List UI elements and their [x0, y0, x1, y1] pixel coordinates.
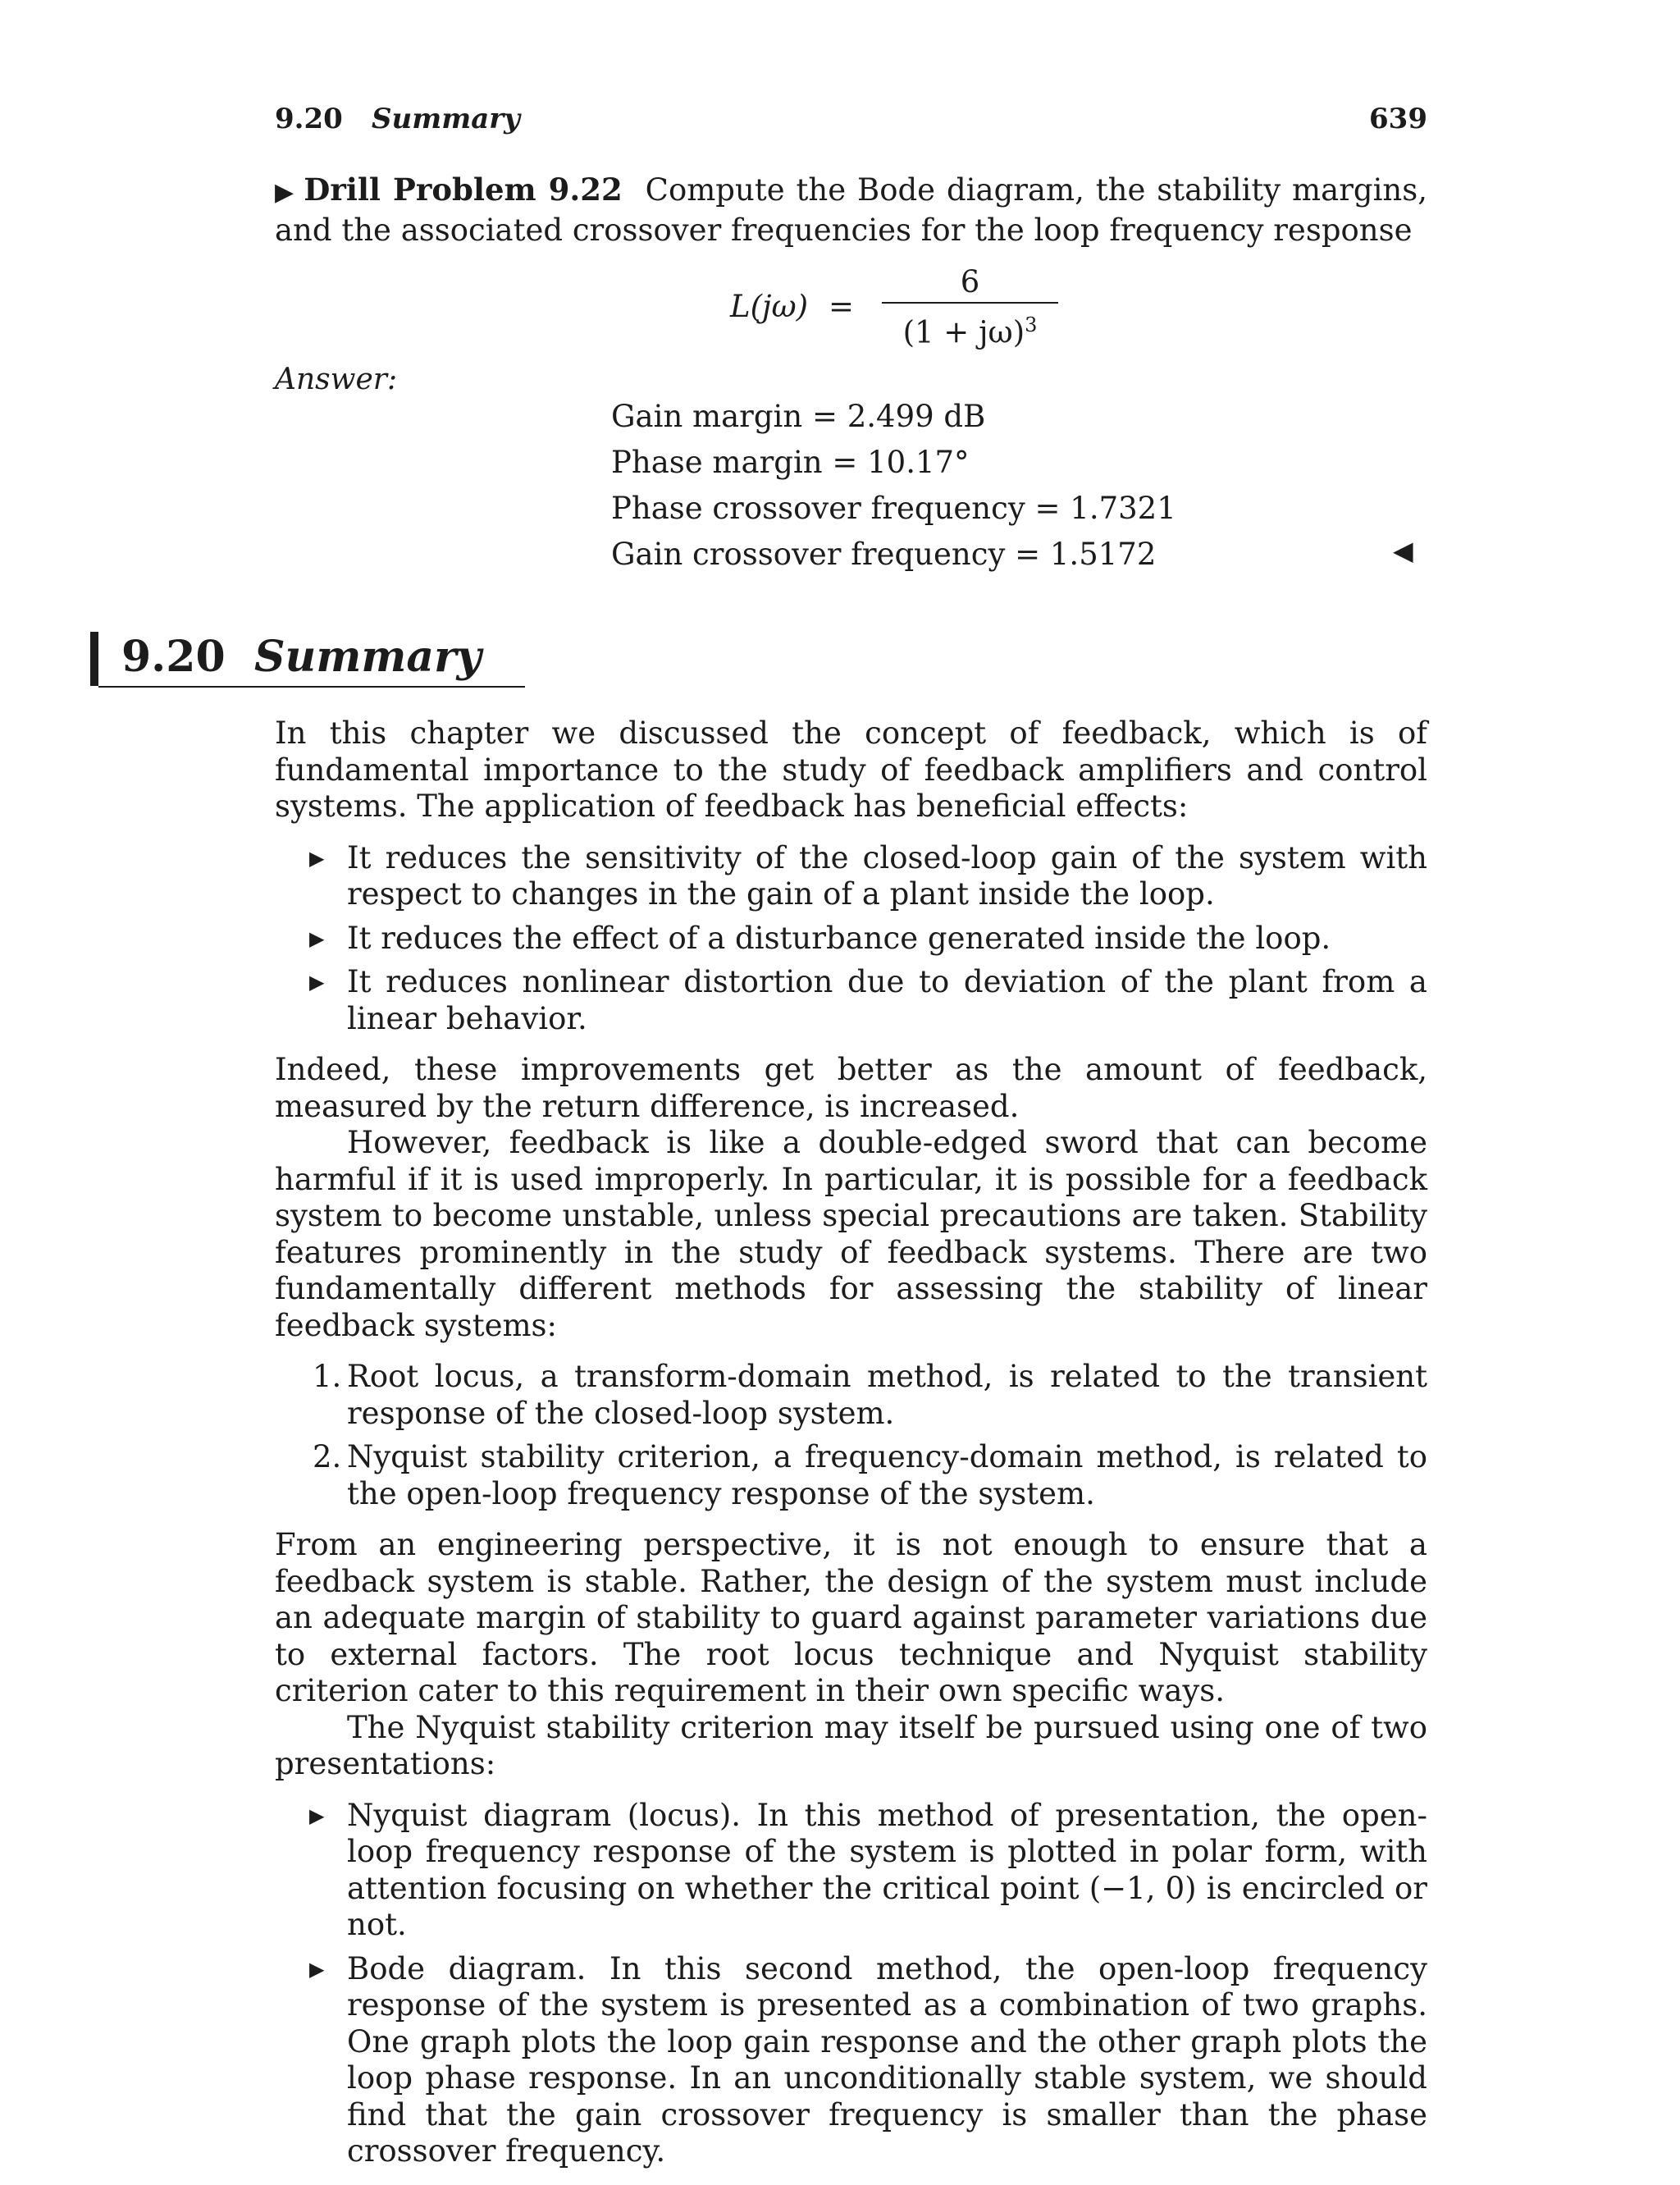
presentations-list	[275, 1798, 1427, 2170]
section-number: 9.20	[121, 632, 226, 682]
answer-gain-margin: Gain margin = 2.499 dB	[611, 399, 986, 434]
summary-body	[275, 715, 1427, 2185]
equation-exponent: 3	[1025, 313, 1038, 336]
list-item: 2. Nyquist stability criterion, a frequency-domain method, is related to the open-loop frequency response of the system.	[313, 1439, 1427, 1511]
equation-lhs: L(jω)	[730, 289, 809, 324]
bullet-icon: ▶	[309, 846, 325, 870]
bullet-icon: ▶	[309, 926, 325, 950]
effects-list	[275, 840, 1427, 1038]
answer-phase-crossover: Phase crossover frequency = 1.7321	[611, 491, 1176, 526]
answer-label: Answer:	[275, 363, 398, 396]
header-section-number: 9.20	[275, 103, 343, 135]
list-item: 1. Root locus, a transform-domain method, is related to the transient response of the closed-loop system.	[313, 1359, 1427, 1431]
equation-denominator-wrap	[882, 307, 1058, 350]
bullet-icon: ▶	[309, 1957, 325, 1981]
running-header	[275, 103, 1427, 148]
section-heading-bar	[90, 632, 98, 686]
equation-equals: =	[829, 289, 855, 324]
equation-numerator: 6	[960, 264, 980, 299]
summary-para-3: However, feedback is like a double-edged sword that can become harmful if it is used improperly. In particular, it is possible for a feedback system to become unstable, unless special precautions are taken. Stability features prominently in the study of feedback systems. There are two fundamentally different methods for assessing the stability of linear feedback systems:	[275, 1125, 1427, 1343]
list-item: ▶ Nyquist diagram (locus). In this method of presentation, the open-loop frequency response of the system is plotted in polar form, with attention focusing on whether the critical point (−1, 0) is encircled or not.	[309, 1797, 1427, 1942]
summary-para-2: Indeed, these improvements get better as the amount of feedback, measured by the return difference, is increased.	[275, 1052, 1427, 1124]
page-number: 639	[1369, 103, 1427, 135]
list-item: ▶ It reduces the sensitivity of the closed-loop gain of the system with respect to changes in the gain of a plant inside the loop.	[309, 839, 1427, 912]
list-item: ▶ Bode diagram. In this second method, the open-loop frequency response of the system is presented as a combination of two graphs. One graph plots the loop gain response and the other graph plots the loop phase response. In an unconditionally stable system, we should find that the gain crossover frequency is smaller than the phase crossover frequency.	[309, 1950, 1427, 2169]
methods-list	[275, 1359, 1427, 1512]
answer-gain-crossover: Gain crossover frequency = 1.5172	[611, 537, 1157, 572]
drill-problem	[275, 171, 1427, 249]
answer-phase-margin: Phase margin = 10.17°	[611, 445, 970, 480]
bullet-icon: ▶	[309, 1803, 325, 1827]
fraction-bar	[882, 302, 1058, 304]
drill-marker-icon: ▶	[275, 178, 296, 207]
list-item: ▶ It reduces the effect of a disturbance generated inside the loop.	[309, 920, 1331, 956]
drill-problem-label: Drill Problem 9.22	[304, 171, 623, 208]
drill-problem-text: Compute the Bode diagram, the stability margins, and the associated crossover frequencies for the loop frequency response	[275, 172, 1427, 248]
summary-para-5: The Nyquist stability criterion may itself be pursued using one of two presentations:	[275, 1709, 1427, 1781]
summary-intro: In this chapter we discussed the concept of feedback, which is of fundamental importance to the study of feedback amplifiers and control systems. The application of feedback has beneficial effects:	[275, 715, 1427, 824]
answer-list	[611, 394, 1176, 578]
list-item: ▶ It reduces nonlinear distortion due to deviation of the plant from a linear behavior.	[309, 964, 1427, 1036]
section-title: Summary	[254, 632, 482, 682]
summary-para-4: From an engineering perspective, it is not enough to ensure that a feedback system is stable. Rather, the design of the system must include an adequate margin of stability to guard against parameter variations due to external factors. The root locus technique and Nyquist stability criterion cater to this requirement in their own specific ways.	[275, 1527, 1427, 1708]
section-underline	[98, 686, 525, 688]
equation-fraction	[882, 264, 1058, 350]
header-section-title: Summary	[372, 103, 520, 135]
bullet-icon: ▶	[309, 971, 325, 994]
equation-denominator: (1 + jω)	[902, 314, 1025, 350]
end-marker-icon: ◀	[1393, 535, 1413, 566]
